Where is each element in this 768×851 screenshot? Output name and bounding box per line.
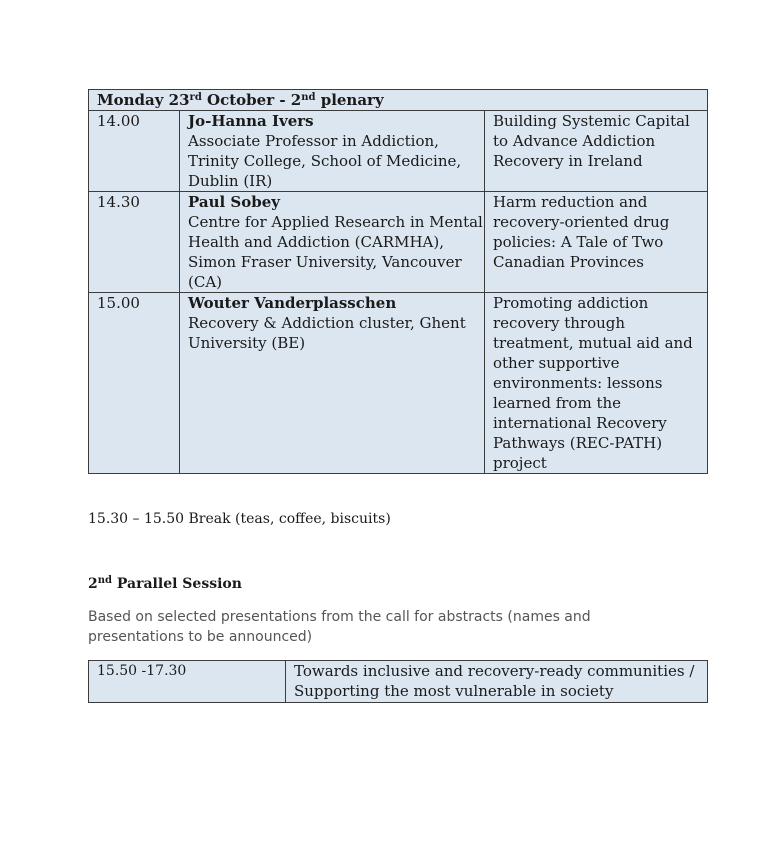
speaker-name: Jo-Hanna Ivers xyxy=(188,112,314,130)
session-number-suffix: nd xyxy=(97,575,113,586)
plenary-table xyxy=(88,89,708,474)
time-cell: 15.00 xyxy=(89,293,180,474)
plenary-header xyxy=(89,90,708,111)
time-cell: 14.30 xyxy=(89,192,180,293)
speaker-affiliation: Centre for Applied Research in Mental Health and Addiction (CARMHA), Simon Fraser University, Vancouver (CA) xyxy=(188,213,483,291)
speaker-affiliation: Associate Professor in Addiction, Trinity College, School of Medicine, Dublin (IR) xyxy=(188,132,462,190)
header-day: Monday 23 xyxy=(97,91,190,109)
header-plenary: plenary xyxy=(315,91,384,109)
header-day-suffix: rd xyxy=(189,92,202,103)
break-notice: 15.30 – 15.50 Break (teas, coffee, biscuits) xyxy=(88,511,391,527)
table-row xyxy=(89,192,708,293)
parallel-session-heading xyxy=(88,574,242,594)
speaker-name: Paul Sobey xyxy=(188,193,281,211)
time-cell: 15.50 -17.30 xyxy=(89,661,286,703)
speaker-cell xyxy=(180,293,485,474)
header-month: October - 2 xyxy=(201,91,302,109)
speaker-name: Wouter Vanderplasschen xyxy=(188,294,397,312)
speaker-cell xyxy=(180,192,485,293)
speaker-cell xyxy=(180,111,485,192)
session-number: 2 xyxy=(88,576,98,592)
speaker-affiliation: Recovery & Addiction cluster, Ghent University (BE) xyxy=(188,314,466,352)
header-plenary-suffix: nd xyxy=(301,92,316,103)
parallel-session-description: Based on selected presentations from the call for abstracts (names and presentations to be announced) xyxy=(88,609,591,645)
table-row xyxy=(89,111,708,192)
session-title-cell: Towards inclusive and recovery-ready communities / Supporting the most vulnerable in society xyxy=(286,661,708,703)
talk-title-cell: Harm reduction and recovery-oriented drug policies: A Tale of Two Canadian Provinces xyxy=(485,192,708,293)
time-cell: 14.00 xyxy=(89,111,180,192)
table-row xyxy=(89,661,708,703)
plenary-header-row xyxy=(89,90,708,111)
session-label: Parallel Session xyxy=(112,576,242,592)
talk-title-cell: Promoting addiction recovery through treatment, mutual aid and other supportive environments: lessons learned from the international Recovery Pathways (REC-PATH) project xyxy=(485,293,708,474)
talk-title-cell: Building Systemic Capital to Advance Addiction Recovery in Ireland xyxy=(485,111,708,192)
parallel-table xyxy=(88,660,708,703)
table-row xyxy=(89,293,708,474)
